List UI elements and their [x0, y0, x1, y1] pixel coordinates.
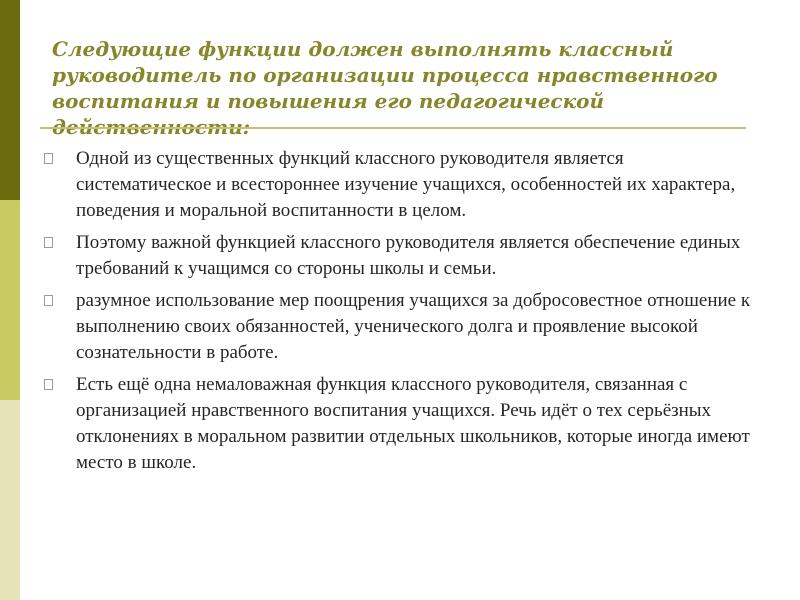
bullet-text: Поэтому важной функцией классного руководителя является обеспечение единых требований к учащимся со стороны школы и семьи.	[76, 232, 741, 279]
square-bullet-icon	[44, 237, 53, 248]
bullet-item	[40, 146, 760, 224]
square-bullet-icon	[44, 379, 53, 390]
bullet-text: Одной из существенных функций классного руководителя является систематическое и всестороннее изучение учащихся, особенностей их характера, поведения и моральной воспитанности в целом.	[76, 148, 736, 221]
slide-title: Следующие функции должен выполнять классный руководитель по организации процесса нравственного воспитания и повышения его педагогической действенности:	[52, 37, 718, 139]
bullet-text: Есть ещё одна немаловажная функция классного руководителя, связанная с организацией нравственного воспитания учащихся. Речь идёт о тех серьёзных отклонениях в моральном развитии отдельных школьников, которые иногда имеют место в школе.	[76, 374, 750, 473]
bullet-list	[40, 146, 760, 482]
square-bullet-icon	[44, 295, 53, 306]
bullet-item	[40, 372, 760, 476]
side-strip-mid	[0, 200, 20, 400]
bullet-text: разумное использование мер поощрения учащихся за добросовестное отношение к выполнению своих обязанностей, ученического долга и проявление высокой сознательности в работе.	[76, 290, 751, 363]
square-bullet-icon	[44, 153, 53, 164]
bullet-item	[40, 230, 760, 282]
side-strip-dark	[0, 0, 20, 200]
side-strip-light	[0, 400, 20, 600]
title-divider	[40, 127, 746, 129]
bullet-item	[40, 288, 760, 366]
